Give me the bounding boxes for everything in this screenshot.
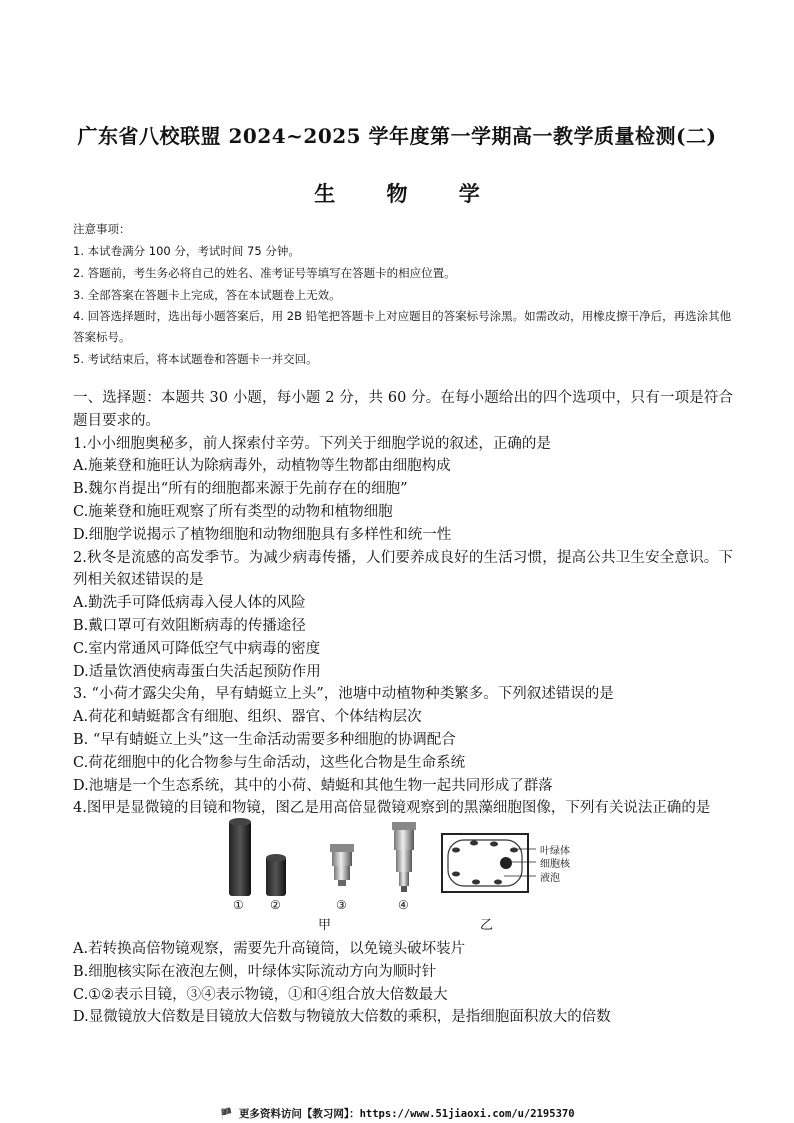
notice-heading: 注意事项：	[73, 222, 131, 236]
objective-long-icon	[392, 822, 416, 892]
option: B.魏尔肖提出“所有的细胞都来源于先前存在的细胞”	[73, 481, 408, 498]
chloroplast-icon	[510, 848, 518, 853]
objective-short-icon	[330, 844, 354, 886]
microscope-illustration	[224, 816, 574, 936]
option: A.勤洗手可降低病毒入侵人体的风险	[73, 595, 306, 612]
eyepiece-short-icon	[266, 854, 286, 896]
option: A.施莱登和施旺认为除病毒外，动植物等生物都由细胞构成	[73, 458, 451, 475]
exam-title: 广东省八校联盟 2024~2025 学年度第一学期高一教学质量检测(二)	[77, 124, 717, 148]
question-stem: 1.小小细胞奥秘多，前人探索付辛劳。下列关于细胞学说的叙述，正确的是	[73, 435, 551, 452]
panel-label-a: 甲	[318, 918, 332, 933]
option: B. “早有蜻蜓立上头”这一生命活动需要多种细胞的协调配合	[73, 731, 456, 748]
question-stem: 3. “小荷才露尖尖角，早有蜻蜓立上头”，池塘中动植物种类繁多。下列叙述错误的是	[73, 686, 614, 703]
option: C.荷花细胞中的化合物参与生命活动，这些化合物是生命系统	[73, 754, 466, 771]
notice-item: 5. 考试结束后，将本试题卷和答题卡一并交回。	[73, 352, 318, 366]
option: B.细胞核实际在液泡左侧，叶绿体实际流动方向为顺时针	[73, 963, 437, 980]
notice-block	[73, 218, 733, 370]
question-stem: 2.秋冬是流感的高发季节。为减少病毒传播，人们要养成良好的生活习惯，提高公共卫生安全意识。下列相关叙述错误的是	[73, 549, 733, 589]
microscope-figure	[224, 816, 574, 936]
subject-title: 生 物 学	[314, 181, 502, 206]
cell-label-vacuole: 液泡	[540, 873, 560, 884]
chloroplast-icon	[452, 872, 460, 877]
cell-diagram	[442, 834, 536, 892]
chloroplast-icon	[452, 848, 460, 853]
option: D.池塘是一个生态系统，其中的小荷、蜻蜓和其他生物一起共同形成了群落	[73, 777, 553, 794]
chloroplast-icon	[472, 880, 480, 885]
question-stem: 4.图甲是显微镜的目镜和物镜，图乙是用高倍显微镜观察到的黑藻细胞图像，下列有关说法正确的是	[73, 800, 711, 817]
option: A.荷花和蜻蜓都含有细胞、组织、器官、个体结构层次	[73, 709, 422, 726]
option: C.室内常通风可降低空气中病毒的密度	[73, 640, 321, 657]
question-block	[73, 387, 733, 820]
option: B.戴口罩可有效阻断病毒的传播途径	[73, 617, 306, 634]
option: A.若转换高倍物镜观察，需要先升高镜筒，以免镜头破坏装片	[73, 941, 466, 957]
chloroplast-icon	[490, 842, 498, 847]
option: D.适量饮酒使病毒蛋白失活起预防作用	[73, 663, 321, 680]
option: C.施莱登和施旺观察了所有类型的动物和植物细胞	[73, 503, 393, 520]
question-4-options	[73, 938, 733, 1029]
lens-label-4: ④	[398, 898, 409, 912]
lens-label-2: ②	[270, 898, 281, 912]
footer-link[interactable]: 🏴 更多资料访问【教习网】：https://www.51jiaoxi.com/u/2195370	[219, 1108, 575, 1120]
panel-label-b: 乙	[480, 918, 494, 933]
chloroplast-icon	[470, 841, 478, 846]
option: D.细胞学说揭示了植物细胞和动物细胞具有多样性和统一性	[73, 526, 452, 543]
option: D.显微镜放大倍数是目镜放大倍数与物镜放大倍数的乘积，是指细胞面积放大的倍数	[73, 1009, 611, 1026]
lens-label-1: ①	[233, 898, 244, 912]
option: C.①②表示目镜，③④表示物镜，①和④组合放大倍数最大	[73, 986, 448, 1003]
cell-label-chloroplast: 叶绿体	[540, 846, 570, 857]
notice-item: 3. 全部答案在答题卡上完成，答在本试题卷上无效。	[73, 288, 341, 302]
cell-label-nucleus: 细胞核	[540, 859, 570, 870]
section-intro: 一、选择题：本题共 30 小题，每小题 2 分，共 60 分。在每小题给出的四个选项中，只有一项是符合题目要求的。	[73, 390, 733, 429]
notice-item: 1. 本试卷满分 100 分，考试时间 75 分钟。	[73, 244, 300, 258]
nucleus-icon	[500, 857, 512, 869]
notice-item: 2. 答题前，考生务必将自己的姓名、准考证号等填写在答题卡的相应位置。	[73, 266, 456, 280]
eyepiece-long-icon	[229, 818, 251, 896]
notice-item: 4. 回答选择题时，选出每小题答案后，用 2B 铅笔把答题卡上对应题目的答案标号涂黑。如需改动，用橡皮擦干净后，再选涂其他答案标号。	[73, 309, 732, 344]
lens-label-3: ③	[336, 898, 347, 912]
chloroplast-icon	[494, 880, 502, 885]
